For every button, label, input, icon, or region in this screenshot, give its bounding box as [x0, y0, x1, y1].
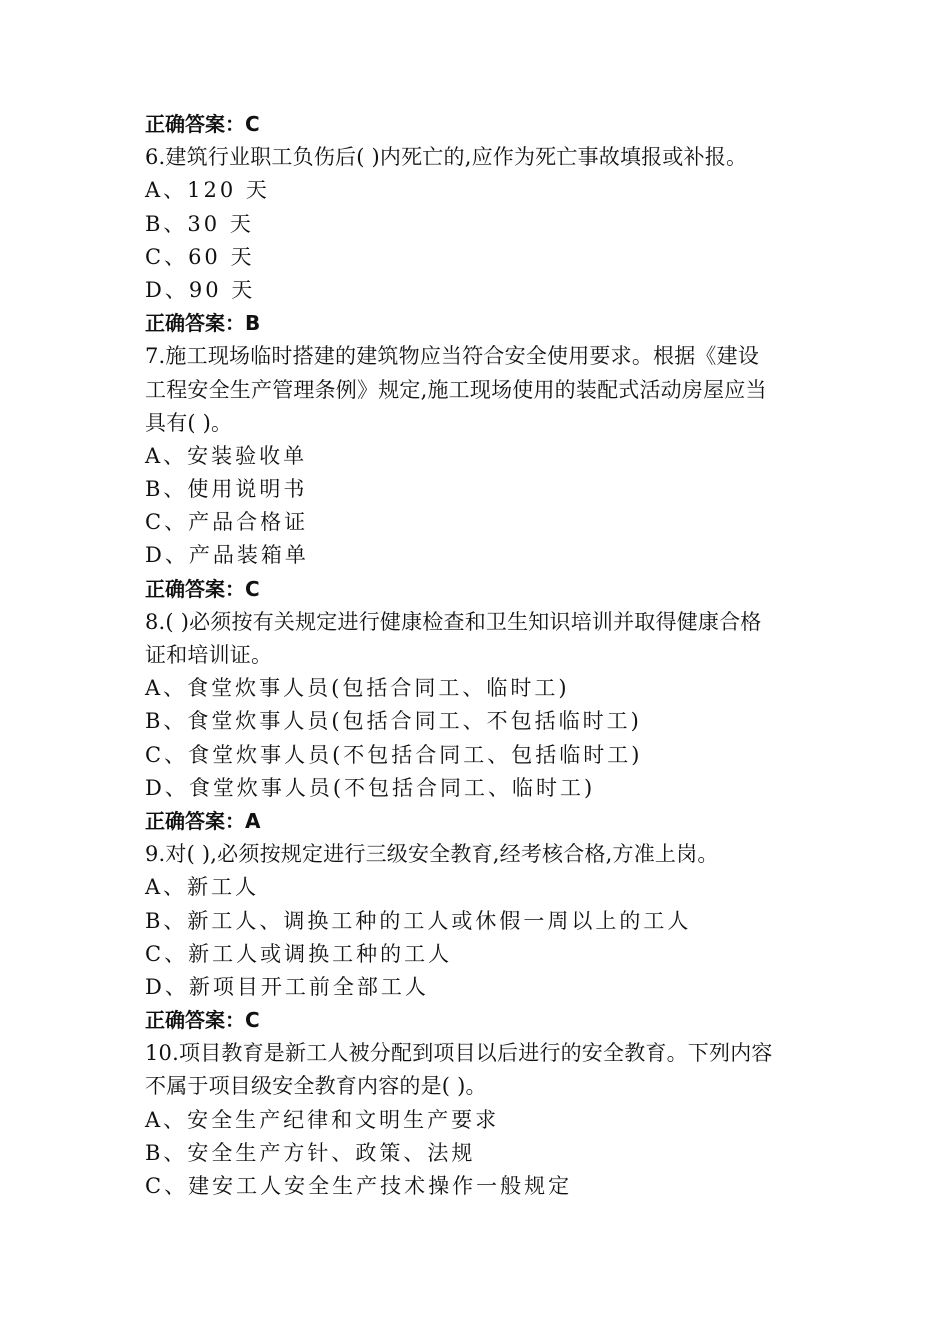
- answer-line: 正确答案：C: [145, 1008, 260, 1033]
- question-block: [145, 1037, 825, 1203]
- answer-line: 正确答案：B: [145, 311, 261, 336]
- question-stem: 6.建筑行业职工负伤后( )内死亡的,应作为死亡事故填报或补报。: [145, 145, 748, 170]
- option-a: A、食堂炊事人员(包括合同工、临时工): [145, 676, 570, 701]
- answer-line: 正确答案：A: [145, 808, 261, 833]
- question-block: [145, 838, 825, 1037]
- option-b: B、食堂炊事人员(包括合同工、不包括临时工): [145, 709, 642, 734]
- option-a: A、120 天: [145, 178, 270, 203]
- option-a: A、安全生产纪律和文明生产要求: [145, 1107, 500, 1132]
- option-c: C、产品合格证: [145, 510, 309, 535]
- option-c: C、建安工人安全生产技术操作一般规定: [145, 1174, 573, 1198]
- option-d: D、产品装箱单: [145, 543, 309, 568]
- option-c: C、新工人或调换工种的工人: [145, 941, 453, 966]
- option-a: A、新工人: [145, 875, 260, 900]
- question-stem: 具有( )。: [145, 410, 233, 435]
- option-d: D、90 天: [145, 277, 256, 302]
- question-block: [145, 340, 825, 606]
- option-a: A、安装验收单: [145, 443, 308, 468]
- option-c: C、60 天: [145, 244, 255, 269]
- question-stem: 9.对( ),必须按规定进行三级安全教育,经考核合格,方准上岗。: [145, 842, 719, 867]
- question-stem: 证和培训证。: [145, 643, 273, 667]
- option-d: D、新项目开工前全部工人: [145, 974, 429, 999]
- option-b: B、30 天: [145, 211, 254, 236]
- option-b: B、安全生产方针、政策、法规: [145, 1140, 476, 1165]
- document-page: [145, 108, 825, 1203]
- question-stem: 10.项目教育是新工人被分配到项目以后进行的安全教育。下列内容: [145, 1041, 773, 1066]
- option-b: B、使用说明书: [145, 477, 308, 502]
- question-stem: 不属于项目级安全教育内容的是( )。: [145, 1074, 487, 1099]
- question-stem: 8.( )必须按有关规定进行健康检查和卫生知识培训并取得健康合格: [145, 609, 762, 634]
- answer-line: 正确答案：C: [145, 112, 260, 136]
- question-stem: 工程安全生产管理条例》规定,施工现场使用的装配式活动房屋应当: [145, 377, 767, 402]
- question-block: [145, 141, 825, 340]
- answer-line: 正确答案：C: [145, 576, 260, 601]
- option-d: D、食堂炊事人员(不包括合同工、临时工): [145, 775, 596, 800]
- question-stem: 7.施工现场临时搭建的建筑物应当符合安全使用要求。根据《建设: [145, 344, 760, 369]
- question-block: [145, 606, 825, 838]
- option-c: C、食堂炊事人员(不包括合同工、包括临时工): [145, 742, 643, 767]
- option-b: B、新工人、调换工种的工人或休假一周以上的工人: [145, 908, 692, 933]
